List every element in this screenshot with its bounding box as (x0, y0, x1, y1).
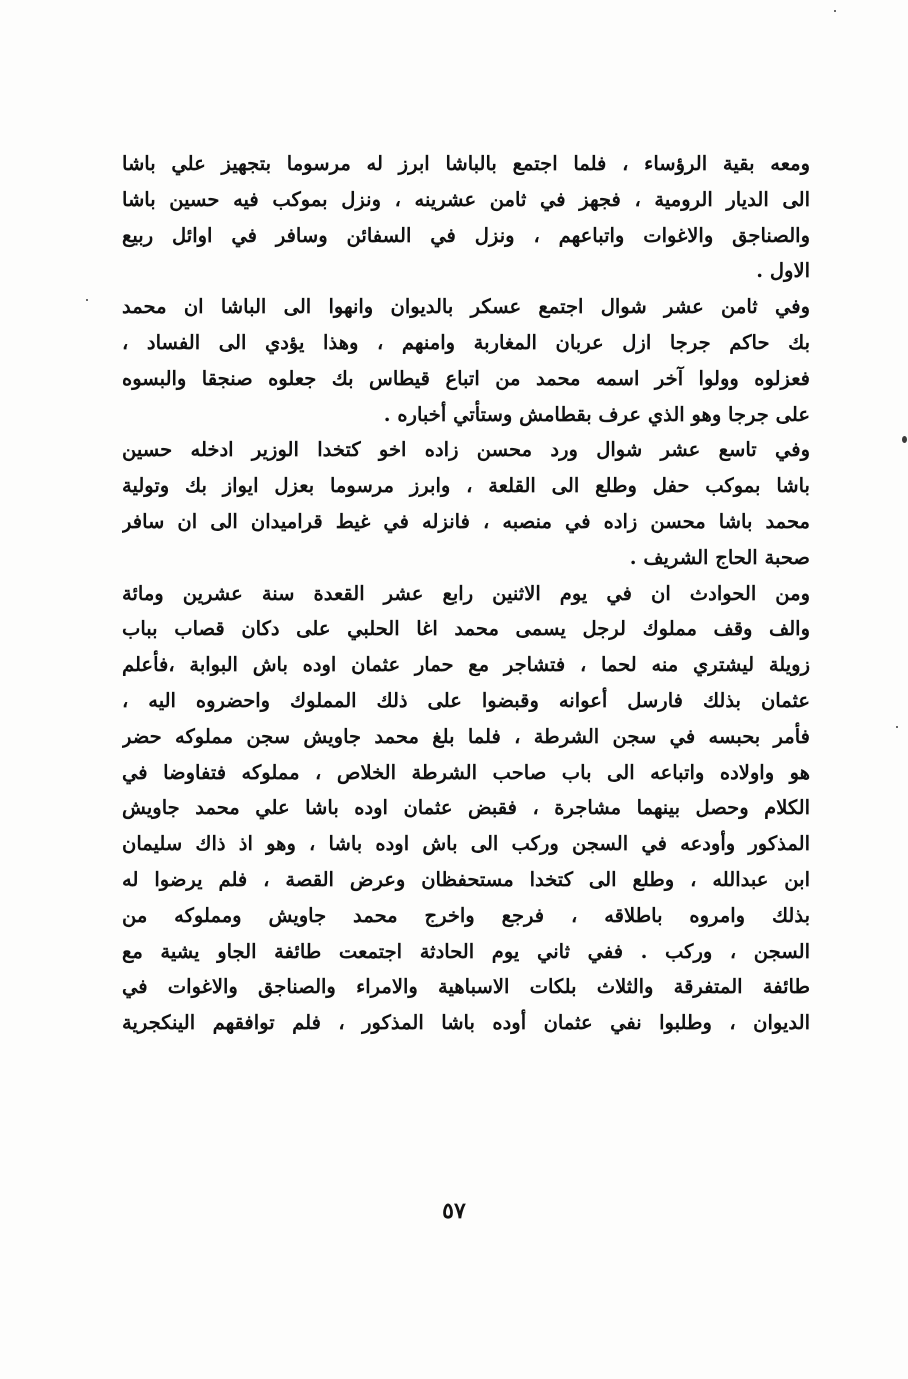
body-text (122, 146, 810, 1041)
text-line: على جرجا وهو الذي عرف بقطامش وستأتي أخباره . (383, 402, 810, 426)
text-line: وفي ثامن عشر شوال اجتمع عسكر بالديوان وانهوا الى الباشا ان محمد (122, 295, 810, 319)
text-line: بذلك وامروه باطلاقه ، فرجع واخرج محمد جاويش ومملوكه من (122, 903, 810, 927)
text-line: باشا بموكب حفل وطلع الى القلعة ، وابرز مرسوما بعزل ايواز بك وتولية (122, 474, 810, 498)
text-line: الكلام وحصل بينهما مشاجرة ، فقبض عثمان اوده باشا علي محمد جاويش (122, 796, 810, 820)
text-line: عثمان بذلك فارسل أعوانه وقبضوا على ذلك المملوك واحضروه اليه ، (122, 688, 810, 712)
scan-speck (896, 726, 898, 728)
text-line: فأمر بحبسه في سجن الشرطة ، فلما بلغ محمد جاويش سجن مملوكه حضر (122, 724, 810, 748)
text-line: وفي تاسع عشر شوال ورد محسن زاده اخو كتخدا الوزير ادخله حسين (122, 438, 810, 462)
paragraph (122, 432, 810, 575)
text-line: الاول . (756, 259, 810, 283)
text-line: ومن الحوادث ان في يوم الاثنين رابع عشر القعدة سنة عشرين ومائة (122, 581, 810, 605)
text-line: بك حاكم جرجا ازل عربان المغاربة وامنهم ، وهذا يؤدي الى الفساد ، (122, 330, 810, 354)
scan-speck (834, 10, 836, 12)
text-line: فعزلوه وولوا آخر اسمه محمد من اتباع قيطاس بك جعلوه صنجقا والبسوه (122, 366, 810, 390)
text-line: زويلة ليشتري منه لحما ، فتشاجر مع حمار عثمان اوده باش البوابة ،فأعلم (122, 653, 810, 677)
text-line: صحبة الحاج الشريف . (629, 545, 810, 569)
text-line: الديوان ، وطلبوا نفي عثمان أوده باشا المذكور ، فلم توافقهم الينكجرية (122, 1011, 810, 1035)
paragraph (122, 576, 810, 1041)
text-line: محمد باشا محسن زاده في منصبه ، فانزله في غيط قراميدان الى ان سافر (122, 509, 810, 533)
scan-speck (86, 299, 88, 301)
text-line: والصناجق والاغوات واتباعهم ، ونزل في السفائن وسافر في اوائل ربيع (122, 223, 810, 247)
text-line: السجن ، وركب . ففي ثاني يوم الحادثة اجتمعت طائفة الجاو يشية مع (122, 939, 810, 963)
text-line: طائفة المتفرقة والثلاث بلكات الاسباهية والامراء والصناجق والاغوات في (122, 975, 810, 999)
paragraph (122, 289, 810, 432)
scan-speck (902, 436, 907, 443)
text-line: المذكور وأودعه في السجن وركب الى باش اوده باشا ، وهو اذ ذاك سليمان (122, 832, 810, 856)
text-line: ومعه بقية الرؤساء ، فلما اجتمع بالباشا ابرز له مرسوما بتجهيز علي باشا (122, 152, 810, 175)
page-number: ٥٧ (442, 1198, 466, 1224)
paragraph (122, 146, 810, 289)
text-line: ابن عبدالله ، وطلع الى كتخدا مستحفظان وعرض القصة ، فلم يرضوا له (122, 867, 810, 891)
text-line: هو واولاده واتباعه الى باب صاحب الشرطة الخلاص ، مملوكه فتفاوضا في (122, 760, 810, 784)
text-line: والف وقف مملوك لرجل يسمى محمد اغا الحلبي على دكان قصاب بباب (122, 617, 810, 641)
text-line: الى الديار الرومية ، فجهز في ثامن عشرينه ، ونزل بموكب فيه حسين باشا (122, 187, 810, 211)
